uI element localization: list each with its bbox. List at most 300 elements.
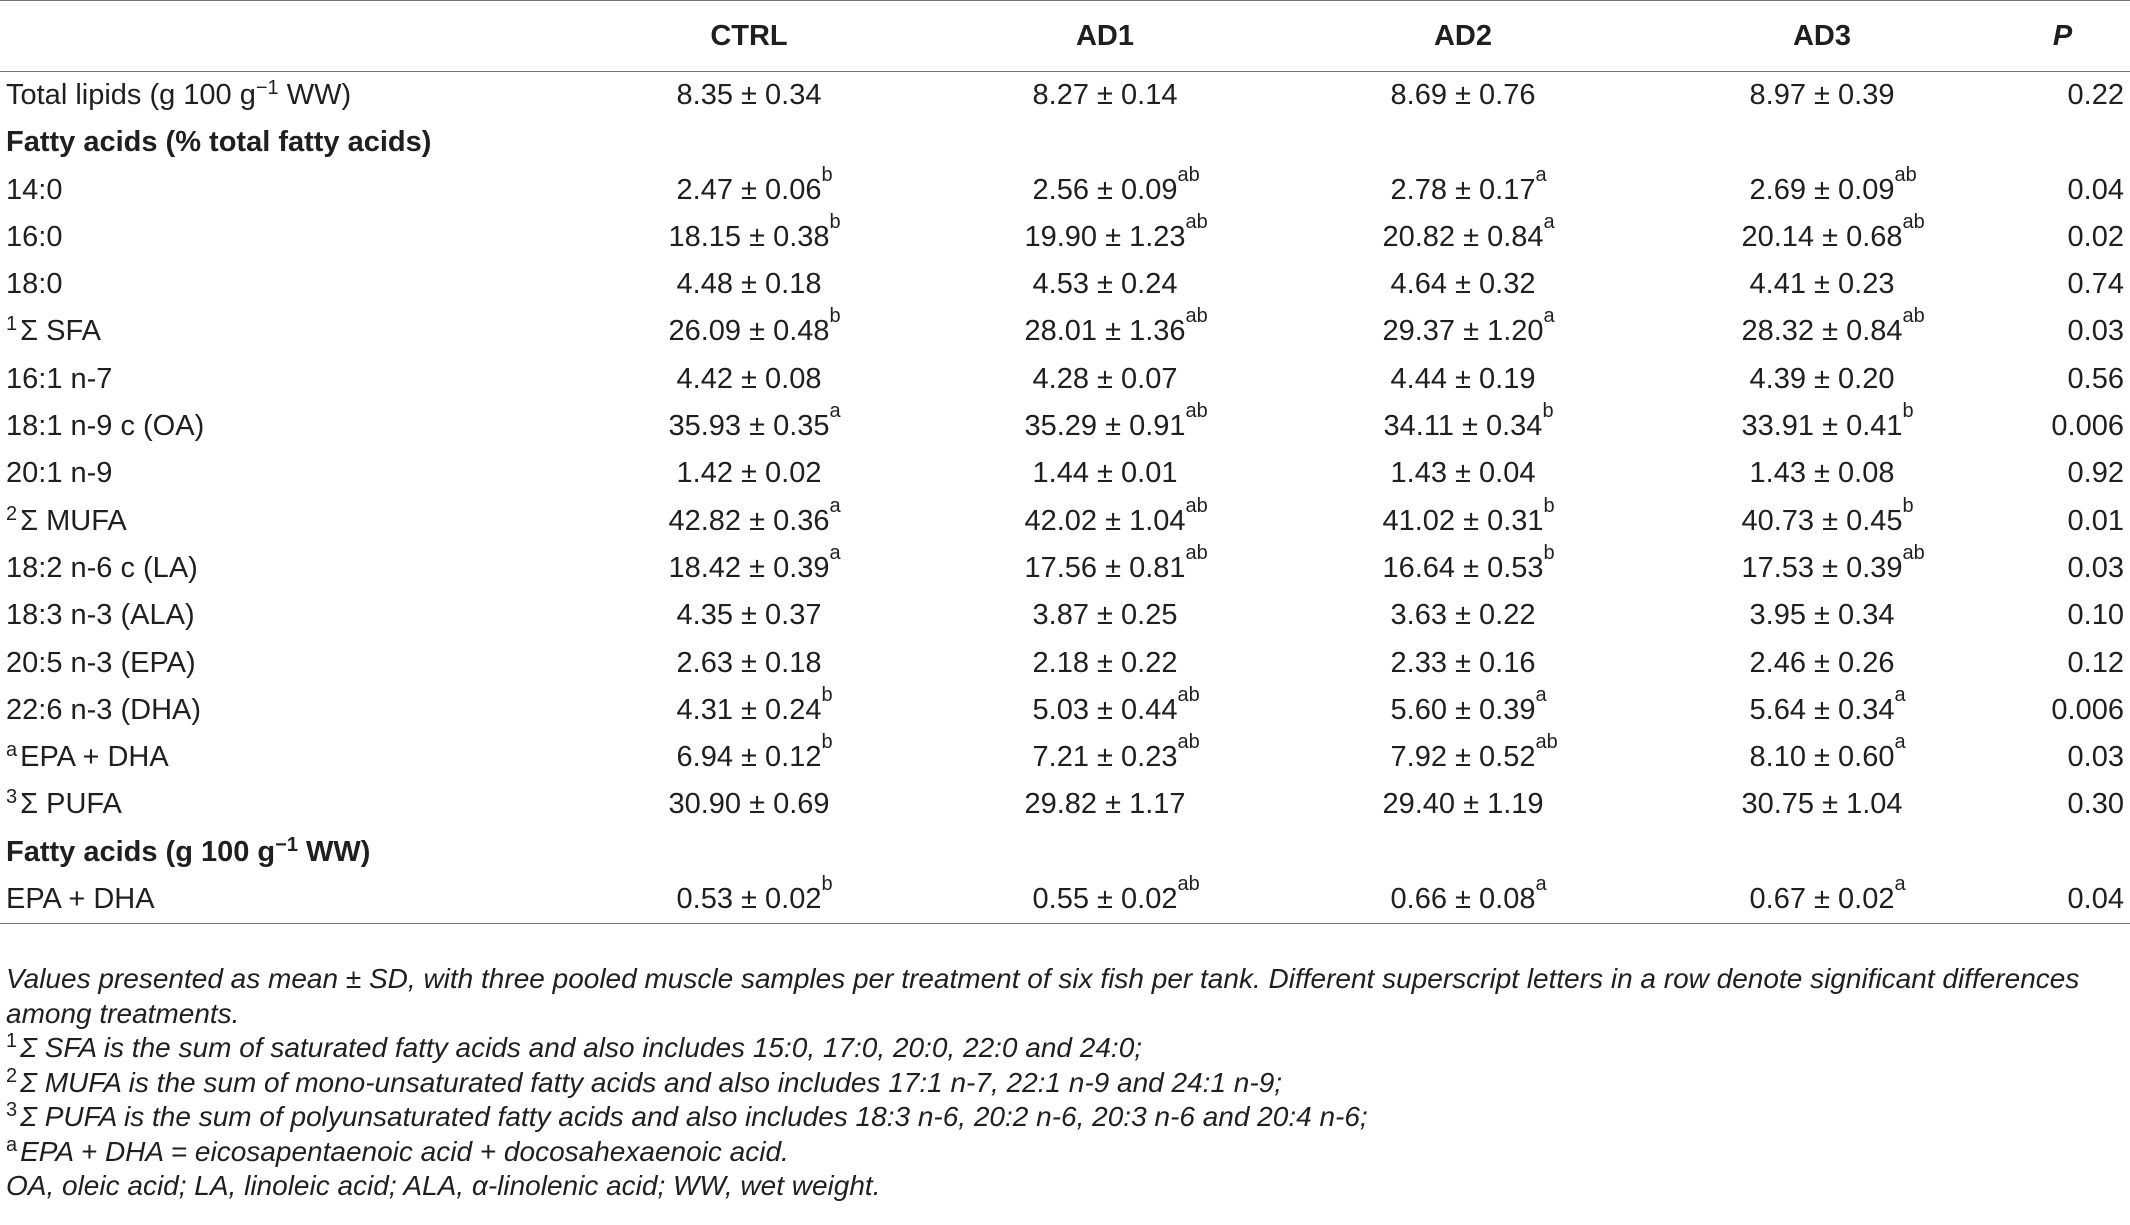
row-label bbox=[0, 356, 571, 403]
cell-value: 7.21 ± 0.23 bbox=[1032, 741, 1178, 774]
p-value: 0.74 bbox=[2067, 268, 2124, 301]
cell-value-wrap bbox=[1391, 599, 1536, 631]
row-label-marker: a bbox=[6, 739, 18, 762]
header-row bbox=[0, 1, 2130, 72]
table-cell bbox=[1283, 261, 1643, 308]
p-value: 0.22 bbox=[2067, 79, 2124, 111]
row-label bbox=[0, 876, 571, 924]
table-cell bbox=[1283, 592, 1643, 639]
significance-letter: a bbox=[1535, 163, 1547, 186]
table-cell bbox=[571, 640, 927, 687]
cell-value-wrap bbox=[668, 210, 841, 253]
table-row bbox=[0, 545, 2130, 592]
cell-value: 17.56 ± 0.81 bbox=[1024, 551, 1186, 584]
cell-value-wrap bbox=[1033, 79, 1178, 111]
row-label-text: Σ SFA bbox=[20, 315, 101, 348]
significance-letter: ab bbox=[1185, 210, 1208, 233]
table-row bbox=[0, 734, 2130, 781]
significance-letter: b bbox=[821, 873, 833, 896]
cell-value-wrap bbox=[1741, 400, 1914, 443]
table-footnotes bbox=[6, 962, 2106, 1204]
row-label bbox=[0, 214, 571, 261]
significance-letter: b bbox=[1902, 400, 1914, 423]
cell-value: 3.95 ± 0.34 bbox=[1749, 599, 1895, 632]
table-cell bbox=[927, 494, 1283, 545]
footnote-1 bbox=[6, 1031, 2106, 1066]
cell-value-wrap bbox=[1032, 683, 1200, 726]
cell-value: 1.42 ± 0.02 bbox=[676, 457, 822, 490]
table-cell bbox=[1283, 163, 1643, 214]
table-cell bbox=[1283, 210, 1643, 261]
table-cell bbox=[927, 450, 1283, 497]
significance-letter: a bbox=[1543, 210, 1555, 233]
table-cell bbox=[1643, 305, 2001, 355]
cell-value: 19.90 ± 1.23 bbox=[1024, 220, 1186, 253]
cell-value: 41.02 ± 0.31 bbox=[1382, 504, 1544, 537]
cell-value-wrap bbox=[1750, 599, 1895, 631]
cell-value-wrap bbox=[1750, 363, 1895, 395]
table-row bbox=[0, 72, 2130, 120]
significance-letter: b bbox=[829, 210, 841, 233]
cell-value-wrap bbox=[1033, 268, 1178, 300]
table-row bbox=[0, 403, 2130, 450]
cell-value-wrap bbox=[1390, 683, 1547, 726]
row-label-text: 18:1 n-9 c (OA) bbox=[6, 410, 205, 443]
row-label bbox=[0, 498, 571, 545]
cell-value: 18.42 ± 0.39 bbox=[668, 551, 830, 584]
cell-value-wrap bbox=[1749, 873, 1906, 916]
table-cell bbox=[571, 592, 927, 639]
header-ad3: AD3 bbox=[1792, 20, 1851, 52]
cell-value: 1.43 ± 0.04 bbox=[1390, 457, 1536, 490]
significance-letter: b bbox=[1543, 541, 1555, 564]
table-row bbox=[0, 261, 2130, 308]
cell-value: 8.10 ± 0.60 bbox=[1749, 741, 1895, 774]
cell-value-wrap bbox=[677, 79, 822, 111]
cell-value: 18.15 ± 0.38 bbox=[668, 220, 830, 253]
table-cell bbox=[1283, 873, 1643, 924]
p-value: 0.02 bbox=[2067, 220, 2124, 253]
cell-value: 3.63 ± 0.22 bbox=[1390, 599, 1536, 632]
row-label-marker: 2 bbox=[6, 502, 18, 525]
cell-value: 4.42 ± 0.08 bbox=[676, 362, 822, 395]
significance-letter: a bbox=[1535, 873, 1547, 896]
footnote-2 bbox=[6, 1066, 2106, 1101]
cell-value-wrap bbox=[1741, 788, 1902, 820]
cell-value: 5.03 ± 0.44 bbox=[1032, 693, 1178, 726]
cell-value-wrap bbox=[677, 268, 822, 300]
cell-value-wrap bbox=[668, 541, 841, 584]
cell-value-wrap bbox=[1749, 731, 1906, 774]
row-label-text: 20:1 n-9 bbox=[6, 457, 113, 490]
significance-letter: ab bbox=[1902, 305, 1925, 328]
cell-value-wrap bbox=[1741, 541, 1925, 584]
cell-value: 8.97 ± 0.39 bbox=[1749, 79, 1895, 111]
significance-letter: ab bbox=[1535, 731, 1558, 754]
significance-letter: a bbox=[829, 494, 841, 517]
table-cell bbox=[571, 356, 927, 403]
table-cell bbox=[1643, 731, 2001, 781]
table-cell bbox=[1643, 592, 2001, 639]
footnote-abbreviations: OA, oleic acid; LA, linoleic acid; ALA, α-linolenic acid; WW, wet weight. bbox=[6, 1170, 881, 1201]
footnote-a-text: EPA + DHA = eicosapentaenoic acid + docosahexaenoic acid. bbox=[20, 1135, 789, 1167]
cell-value-wrap bbox=[1741, 210, 1925, 253]
table-row bbox=[0, 592, 2130, 639]
table-cell bbox=[927, 400, 1283, 450]
row-label-text: Fatty acids (% total fatty acids) bbox=[6, 126, 432, 159]
row-label-text: EPA + DHA bbox=[20, 741, 169, 774]
table-row bbox=[0, 214, 2130, 261]
table-cell bbox=[1283, 305, 1643, 355]
section-header-row bbox=[0, 119, 2130, 166]
header-blank bbox=[0, 1, 571, 72]
cell-value-wrap bbox=[1382, 210, 1555, 253]
cell-value: 3.87 ± 0.25 bbox=[1032, 599, 1178, 632]
cell-value: 8.27 ± 0.14 bbox=[1032, 79, 1178, 111]
cell-value-wrap bbox=[677, 647, 822, 679]
table-cell bbox=[1643, 683, 2001, 734]
cell-value-wrap bbox=[1749, 163, 1917, 206]
table-cell bbox=[927, 731, 1283, 781]
table-cell bbox=[571, 450, 927, 497]
cell-value: 29.37 ± 1.20 bbox=[1382, 315, 1544, 348]
cell-value-wrap bbox=[1391, 647, 1536, 679]
cell-value-wrap bbox=[676, 163, 833, 206]
cell-value: 8.69 ± 0.76 bbox=[1390, 79, 1536, 111]
row-label bbox=[0, 119, 2130, 166]
row-label bbox=[0, 167, 571, 214]
table-cell bbox=[571, 781, 927, 828]
cell-value: 5.60 ± 0.39 bbox=[1390, 693, 1536, 726]
p-value: 0.01 bbox=[2067, 504, 2124, 537]
header-p: P bbox=[2052, 20, 2073, 52]
cell-value: 33.91 ± 0.41 bbox=[1741, 410, 1903, 443]
footnote-main: Values presented as mean ± SD, with three pooled muscle samples per treatment of six fish per tank. Different superscript letters in a row denote significant differences among treatments. bbox=[6, 963, 2080, 1029]
significance-letter: b bbox=[821, 731, 833, 754]
cell-value: 4.35 ± 0.37 bbox=[676, 599, 822, 632]
row-label bbox=[0, 734, 571, 781]
cell-value: 35.29 ± 0.91 bbox=[1024, 410, 1186, 443]
p-value: 0.03 bbox=[2067, 551, 2124, 584]
table-cell bbox=[1643, 210, 2001, 261]
row-label bbox=[0, 781, 571, 828]
p-value: 0.03 bbox=[2067, 741, 2124, 774]
cell-value-wrap bbox=[668, 788, 829, 820]
row-label-text: Σ PUFA bbox=[20, 788, 122, 821]
significance-letter: b bbox=[821, 683, 833, 706]
cell-value-wrap bbox=[1024, 541, 1208, 584]
cell-value-wrap bbox=[1390, 731, 1558, 774]
p-value: 0.04 bbox=[2067, 173, 2124, 206]
cell-value: 42.02 ± 1.04 bbox=[1024, 504, 1186, 537]
significance-letter: ab bbox=[1177, 731, 1200, 754]
table-cell bbox=[1643, 72, 2001, 120]
cell-value-wrap bbox=[1741, 494, 1914, 537]
table-cell bbox=[571, 541, 927, 592]
cell-value: 16.64 ± 0.53 bbox=[1382, 551, 1544, 584]
table-row bbox=[0, 450, 2130, 497]
table-cell bbox=[1643, 781, 2001, 828]
cell-value: 20.82 ± 0.84 bbox=[1382, 220, 1544, 253]
cell-value: 4.31 ± 0.24 bbox=[676, 693, 822, 726]
cell-value-wrap bbox=[1024, 210, 1208, 253]
significance-letter: b bbox=[1902, 494, 1914, 517]
p-value: 0.30 bbox=[2067, 788, 2124, 821]
cell-value-wrap bbox=[1391, 363, 1536, 395]
p-value: 0.92 bbox=[2067, 457, 2124, 490]
p-value: 0.04 bbox=[2001, 876, 2130, 924]
cell-value-wrap bbox=[1391, 79, 1536, 111]
cell-value: 2.69 ± 0.09 bbox=[1749, 173, 1895, 206]
cell-value-wrap bbox=[1024, 305, 1208, 348]
table-cell bbox=[1643, 873, 2001, 924]
cell-value-wrap bbox=[1033, 457, 1178, 489]
cell-value-wrap bbox=[677, 599, 822, 631]
significance-letter: ab bbox=[1185, 541, 1208, 564]
cell-value: 4.64 ± 0.32 bbox=[1390, 268, 1536, 301]
cell-value: 30.90 ± 0.69 bbox=[668, 788, 830, 821]
cell-value-wrap bbox=[1383, 400, 1554, 443]
significance-letter: b bbox=[829, 305, 841, 328]
table-cell bbox=[1643, 163, 2001, 214]
cell-value: 0.67 ± 0.02 bbox=[1749, 883, 1895, 916]
header-ad1: AD1 bbox=[1075, 20, 1134, 52]
cell-value: 6.94 ± 0.12 bbox=[676, 741, 822, 774]
row-label bbox=[0, 450, 571, 497]
row-label-text: 18:3 n-3 (ALA) bbox=[6, 599, 195, 632]
table-cell bbox=[927, 72, 1283, 120]
row-label-suffix: WW) bbox=[297, 835, 371, 868]
cell-value-wrap bbox=[1382, 494, 1555, 537]
row-label-text: 16:1 n-7 bbox=[6, 362, 113, 395]
table-cell bbox=[571, 873, 927, 924]
table-cell bbox=[927, 356, 1283, 403]
footnote-3 bbox=[6, 1100, 2106, 1135]
table-cell bbox=[1643, 400, 2001, 450]
row-label-text: 16:0 bbox=[6, 220, 63, 253]
significance-letter: ab bbox=[1185, 305, 1208, 328]
table-cell bbox=[571, 494, 927, 545]
row-label-text: 18:2 n-6 c (LA) bbox=[6, 551, 198, 584]
table-cell bbox=[571, 261, 927, 308]
row-label-text: Fatty acids (g 100 g bbox=[6, 835, 276, 868]
table-cell bbox=[927, 210, 1283, 261]
cell-value-wrap bbox=[1390, 873, 1547, 916]
table-row bbox=[0, 781, 2130, 828]
table-row bbox=[0, 498, 2130, 545]
significance-letter: a bbox=[1535, 683, 1547, 706]
cell-value-wrap bbox=[1750, 457, 1895, 489]
table-cell bbox=[571, 400, 927, 450]
p-value: 0.03 bbox=[2067, 315, 2124, 348]
table-cell bbox=[1283, 400, 1643, 450]
cell-value-wrap bbox=[1391, 457, 1536, 489]
table-cell bbox=[1283, 356, 1643, 403]
footnote-a-mark: a bbox=[6, 1133, 18, 1156]
cell-value-wrap bbox=[677, 457, 822, 489]
row-label-text: 20:5 n-3 (EPA) bbox=[6, 646, 196, 679]
table-cell bbox=[1643, 541, 2001, 592]
row-label bbox=[0, 545, 571, 592]
table-row bbox=[0, 308, 2130, 355]
cell-value: 2.46 ± 0.26 bbox=[1749, 646, 1895, 679]
row-label bbox=[0, 640, 571, 687]
cell-value: 2.56 ± 0.09 bbox=[1032, 173, 1178, 206]
significance-letter: a bbox=[1894, 873, 1906, 896]
cell-value: 35.93 ± 0.35 bbox=[668, 410, 830, 443]
cell-value: 2.63 ± 0.18 bbox=[676, 646, 822, 679]
cell-value-wrap bbox=[1749, 683, 1906, 726]
row-label-text: Σ MUFA bbox=[20, 504, 127, 537]
table-row bbox=[0, 356, 2130, 403]
cell-value: 34.11 ± 0.34 bbox=[1383, 410, 1543, 443]
table-row bbox=[0, 687, 2130, 734]
table-cell bbox=[571, 210, 927, 261]
cell-value: 28.01 ± 1.36 bbox=[1024, 315, 1186, 348]
row-label-text: Total lipids (g 100 g bbox=[6, 79, 256, 111]
cell-value: 2.47 ± 0.06 bbox=[676, 173, 822, 206]
significance-letter: a bbox=[1894, 683, 1906, 706]
cell-value-wrap bbox=[1382, 541, 1555, 584]
cell-value: 1.44 ± 0.01 bbox=[1032, 457, 1178, 490]
table-row bbox=[0, 167, 2130, 214]
footnote-1-text: Σ SFA is the sum of saturated fatty acids and also includes 15:0, 17:0, 20:0, 22:0 and 24:0; bbox=[20, 1032, 1143, 1063]
cell-value-wrap bbox=[1032, 163, 1200, 206]
table-cell bbox=[1643, 640, 2001, 687]
p-value: 0.12 bbox=[2067, 646, 2124, 679]
cell-value: 20.14 ± 0.68 bbox=[1741, 220, 1903, 253]
table-cell bbox=[1643, 356, 2001, 403]
significance-letter: ab bbox=[1177, 163, 1200, 186]
cell-value: 40.73 ± 0.45 bbox=[1741, 504, 1903, 537]
table-cell bbox=[571, 683, 927, 734]
row-label bbox=[0, 829, 2130, 876]
table-cell bbox=[571, 163, 927, 214]
row-label bbox=[0, 687, 571, 734]
p-value: 0.006 bbox=[2051, 410, 2124, 443]
cell-value: 8.35 ± 0.34 bbox=[676, 79, 822, 111]
cell-value-wrap bbox=[676, 731, 833, 774]
table-cell bbox=[927, 873, 1283, 924]
cell-value-wrap bbox=[1024, 400, 1208, 443]
row-label-text: 22:6 n-3 (DHA) bbox=[6, 693, 202, 726]
table-cell bbox=[1283, 541, 1643, 592]
table-row bbox=[0, 876, 2130, 924]
table-cell bbox=[927, 541, 1283, 592]
table-cell bbox=[1283, 731, 1643, 781]
cell-value-wrap bbox=[1032, 873, 1200, 916]
table-row bbox=[0, 640, 2130, 687]
row-label-suffix: WW) bbox=[278, 79, 352, 111]
cell-value-wrap bbox=[1033, 647, 1178, 679]
footnote-2-text: Σ MUFA is the sum of mono-unsaturated fatty acids and also includes 17:1 n-7, 22:1 n-9 and 24:1 n-9; bbox=[20, 1066, 1283, 1098]
table-cell bbox=[927, 640, 1283, 687]
table-cell bbox=[1283, 781, 1643, 828]
table-body bbox=[0, 72, 2130, 924]
cell-value-wrap bbox=[668, 305, 841, 348]
cell-value: 26.09 ± 0.48 bbox=[668, 315, 830, 348]
significance-letter: a bbox=[829, 400, 841, 423]
cell-value: 4.44 ± 0.19 bbox=[1390, 362, 1536, 395]
footnote-3-text: Σ PUFA is the sum of polyunsaturated fatty acids and also includes 18:3 n-6, 20:2 n-6, 20:3 n-6 and 20:4 n-6; bbox=[20, 1101, 1368, 1132]
table-cell bbox=[1643, 261, 2001, 308]
cell-value: 5.64 ± 0.34 bbox=[1749, 693, 1895, 726]
cell-value-wrap bbox=[1391, 268, 1536, 300]
significance-letter: ab bbox=[1177, 873, 1200, 896]
row-label bbox=[0, 403, 571, 450]
significance-letter: a bbox=[1894, 731, 1906, 754]
cell-value-wrap bbox=[1033, 363, 1178, 395]
p-value: 0.10 bbox=[2067, 599, 2124, 632]
cell-value-wrap bbox=[1382, 788, 1543, 820]
footnote-1-mark: 1 bbox=[6, 1030, 18, 1052]
significance-letter: ab bbox=[1902, 541, 1925, 564]
significance-letter: ab bbox=[1894, 163, 1917, 186]
cell-value: 29.82 ± 1.17 bbox=[1024, 788, 1186, 821]
cell-value-wrap bbox=[676, 873, 833, 916]
cell-value: 17.53 ± 0.39 bbox=[1741, 551, 1903, 584]
cell-value: 4.48 ± 0.18 bbox=[676, 268, 822, 301]
row-label-text: 14:0 bbox=[6, 173, 63, 206]
table-cell bbox=[927, 261, 1283, 308]
table-cell bbox=[1283, 640, 1643, 687]
footnote-3-mark: 3 bbox=[6, 1099, 18, 1121]
footnote-2-mark: 2 bbox=[6, 1064, 18, 1087]
row-label-exponent: −1 bbox=[275, 833, 298, 856]
row-label-exponent: −1 bbox=[255, 77, 279, 99]
cell-value: 0.66 ± 0.08 bbox=[1390, 883, 1536, 916]
significance-letter: a bbox=[829, 541, 841, 564]
cell-value: 0.55 ± 0.02 bbox=[1032, 883, 1178, 916]
header-ctrl: CTRL bbox=[710, 20, 788, 52]
row-label-marker: 1 bbox=[6, 313, 18, 336]
cell-value: 30.75 ± 1.04 bbox=[1741, 788, 1903, 821]
p-value: 0.56 bbox=[2067, 362, 2124, 395]
cell-value: 2.33 ± 0.16 bbox=[1390, 646, 1536, 679]
cell-value: 0.53 ± 0.02 bbox=[676, 883, 822, 916]
row-label bbox=[0, 592, 571, 639]
cell-value: 4.53 ± 0.24 bbox=[1032, 268, 1178, 301]
cell-value-wrap bbox=[1032, 731, 1200, 774]
cell-value-wrap bbox=[668, 494, 841, 537]
cell-value-wrap bbox=[1024, 788, 1185, 820]
header-ad2: AD2 bbox=[1433, 20, 1492, 52]
significance-letter: b bbox=[821, 163, 833, 186]
significance-letter: b bbox=[1543, 494, 1555, 517]
cell-value-wrap bbox=[677, 363, 822, 395]
significance-letter: ab bbox=[1177, 683, 1200, 706]
table-cell bbox=[1283, 494, 1643, 545]
table-cell bbox=[927, 683, 1283, 734]
cell-value: 4.39 ± 0.20 bbox=[1749, 362, 1895, 395]
cell-value-wrap bbox=[1750, 268, 1895, 300]
table-cell bbox=[1283, 72, 1643, 120]
cell-value-wrap bbox=[1390, 163, 1547, 206]
row-label-text: EPA + DHA bbox=[6, 883, 155, 916]
cell-value-wrap bbox=[676, 683, 833, 726]
significance-letter: ab bbox=[1902, 210, 1925, 233]
cell-value-wrap bbox=[1741, 305, 1925, 348]
cell-value-wrap bbox=[668, 400, 841, 443]
cell-value: 7.92 ± 0.52 bbox=[1390, 741, 1536, 774]
section-header-row bbox=[0, 829, 2130, 876]
cell-value-wrap bbox=[1750, 647, 1895, 679]
cell-value: 42.82 ± 0.36 bbox=[668, 504, 830, 537]
cell-value-wrap bbox=[1750, 79, 1895, 111]
table-cell bbox=[927, 781, 1283, 828]
significance-letter: a bbox=[1543, 305, 1555, 328]
row-label bbox=[0, 72, 571, 120]
